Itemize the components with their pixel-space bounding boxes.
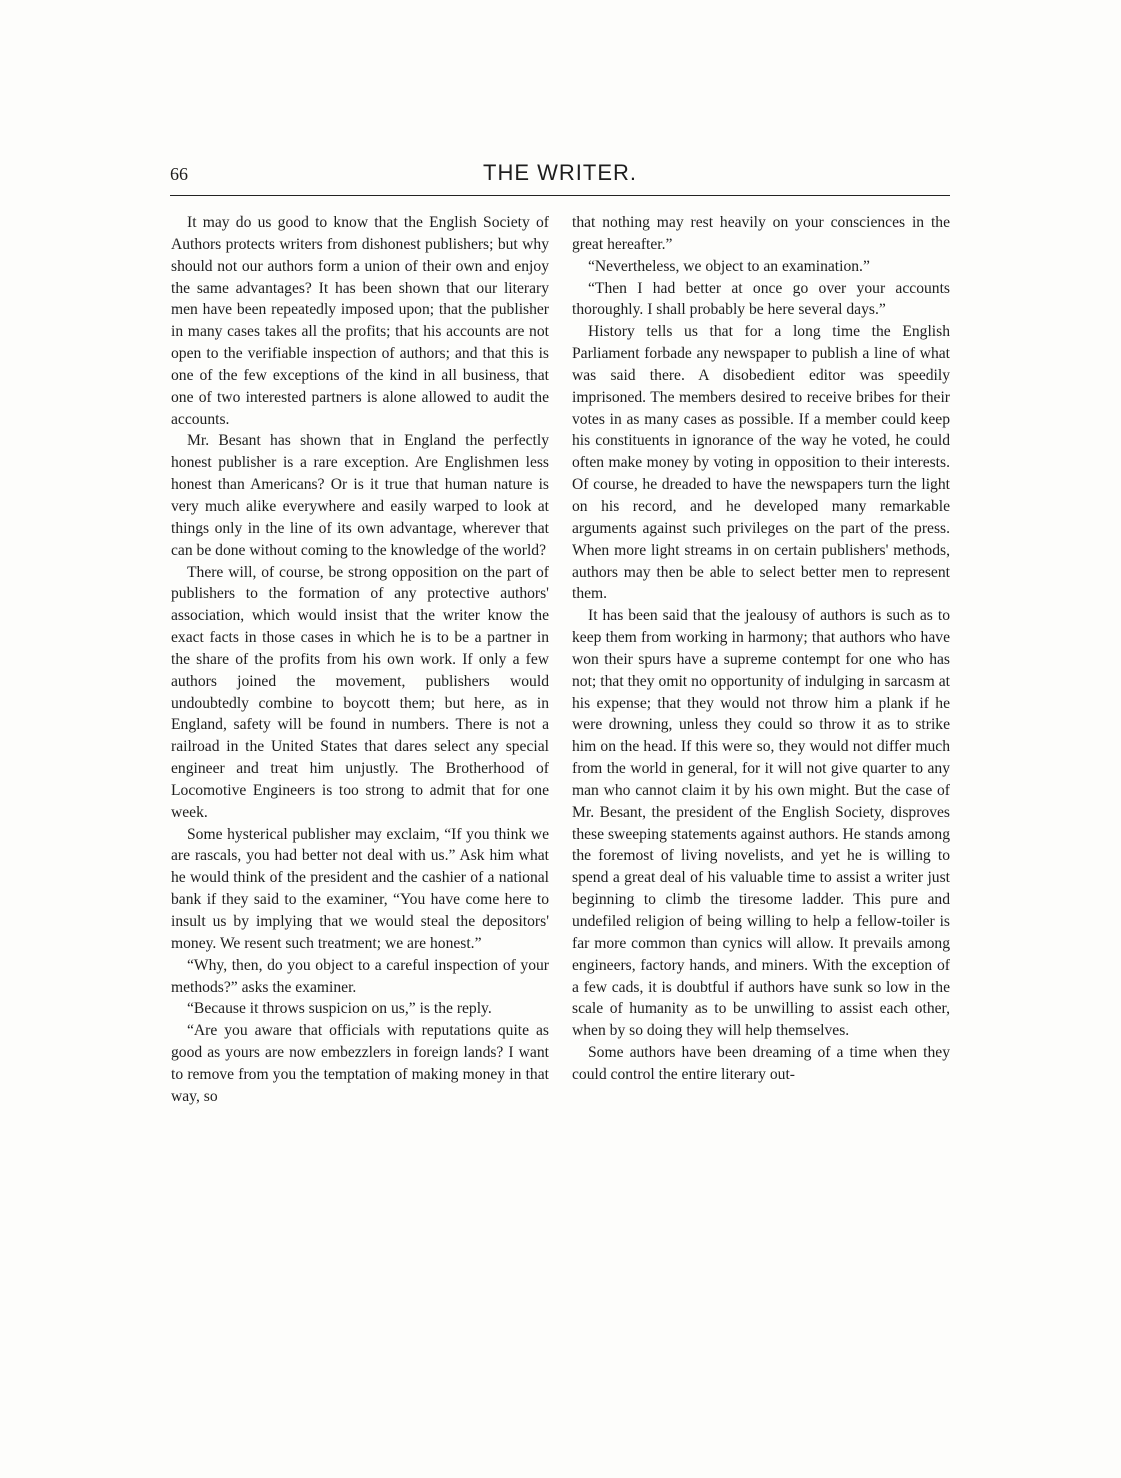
paragraph: “Then I had better at once go over your accounts thoroughly. I shall probably be here several days.” [572,279,950,319]
paragraph: “Are you aware that officials with reputations quite as good as yours are now embezzlers in foreign lands? I want to remove from you the temptation of making money in that way, so [171,1022,549,1105]
paragraph: “Why, then, do you object to a careful inspection of your methods?” asks the examiner. [171,956,549,996]
header-rule [170,195,950,196]
paragraph: History tells us that for a long time the English Parliament forbade any newspaper to publish a line of what was said there. A disobedient editor was speedily imprisoned. The members desired to receive bribes for their votes in as many cases as possible. If a member could keep his constituents in ignorance of the way he voted, he could often make money by voting in opposition to their interests. Of course, he dreaded to have the newspapers turn the light on his record, and he developed many remarkable arguments against such privileges on the part of the press. When more light streams in on certain publishers' methods, authors may then be able to select better men to represent them. [572,323,950,603]
paragraph: Mr. Besant has shown that in England the perfectly honest publisher is a rare exception. Are Englishmen less honest than Americans? Or is it true that human nature is very much alike everywhere and easily warped to look at things only in the line of its own advantage, wherever that can be done without coming to the knowledge of the world? [171,432,549,559]
running-title: THE WRITER. [483,160,637,185]
right-column [572,212,950,1086]
paragraph: It may do us good to know that the English Society of Authors protects writers from dishonest publishers; but why should not our authors form a union of their own and enjoy the same advantages? It has been shown that our literary men have been repeatedly imposed upon; that the publisher in many cases takes all the profits; that his accounts are not open to the verifiable inspection of authors; and that this is one of the few exceptions of the kind in all business, that one of two interested partners is alone allowed to audit the accounts. [171,214,549,428]
paragraph: It has been said that the jealousy of authors is such as to keep them from working in harmony; that authors who have won their spurs have a supreme contempt for one who has not; that they omit no opportunity of indulging in sarcasm at his expense; that they would not throw him a plank if he were drowning, unless they could so throw it as to strike him on the head. If this were so, they would not differ much from the world in general, for it will not give quarter to any man who cannot claim it by his own might. But the case of Mr. Besant, the president of the English Society, disproves these sweeping statements against authors. He stands among the foremost of living novelists, and yet he is willing to spend a great deal of his valuable time to assist a writer just beginning to climb the tiresome ladder. This pure and undefiled religion of being willing to help a fellow-toiler is far more common than cynics will allow. It prevails among engineers, factory hands, and miners. With the exception of a few cads, it is doubtful if authors have sunk so low in the scale of humanity as to be unwilling to assist each other, when by so doing they will help themselves. [572,607,950,1040]
paragraph: Some authors have been dreaming of a time when they could control the entire literary out- [572,1044,950,1083]
paragraph-continuation: that nothing may rest heavily on your consciences in the great hereafter.” [572,214,950,253]
paragraph: “Because it throws suspicion on us,” is the reply. [187,1000,492,1018]
paragraph: There will, of course, be strong opposition on the part of publishers to the formation of any protective authors' association, which would insist that the writer know the exact facts in those cases in which he is to be a partner in the share of the profits from his own work. If only a few authors joined the movement, publishers would undoubtedly combine to boycott them; but here, as in England, safety will be found in numbers. There is not a railroad in the United States that dares select any special engineer and treat him unjustly. The Brotherhood of Locomotive Engineers is too strong to admit that for one week. [171,563,549,821]
paragraph: “Nevertheless, we object to an examination.” [588,257,870,275]
page-number: 66 [170,164,188,184]
page-header [170,158,950,188]
left-column [171,212,549,1108]
paragraph: Some hysterical publisher may exclaim, “If you think we are rascals, you had better not deal with us.” Ask him what he would think of the president and the cashier of a national bank if they said to the examiner, “You have come here to insult us by implying that we would steal the depositors' money. We resent such treatment; we are honest.” [171,825,549,952]
